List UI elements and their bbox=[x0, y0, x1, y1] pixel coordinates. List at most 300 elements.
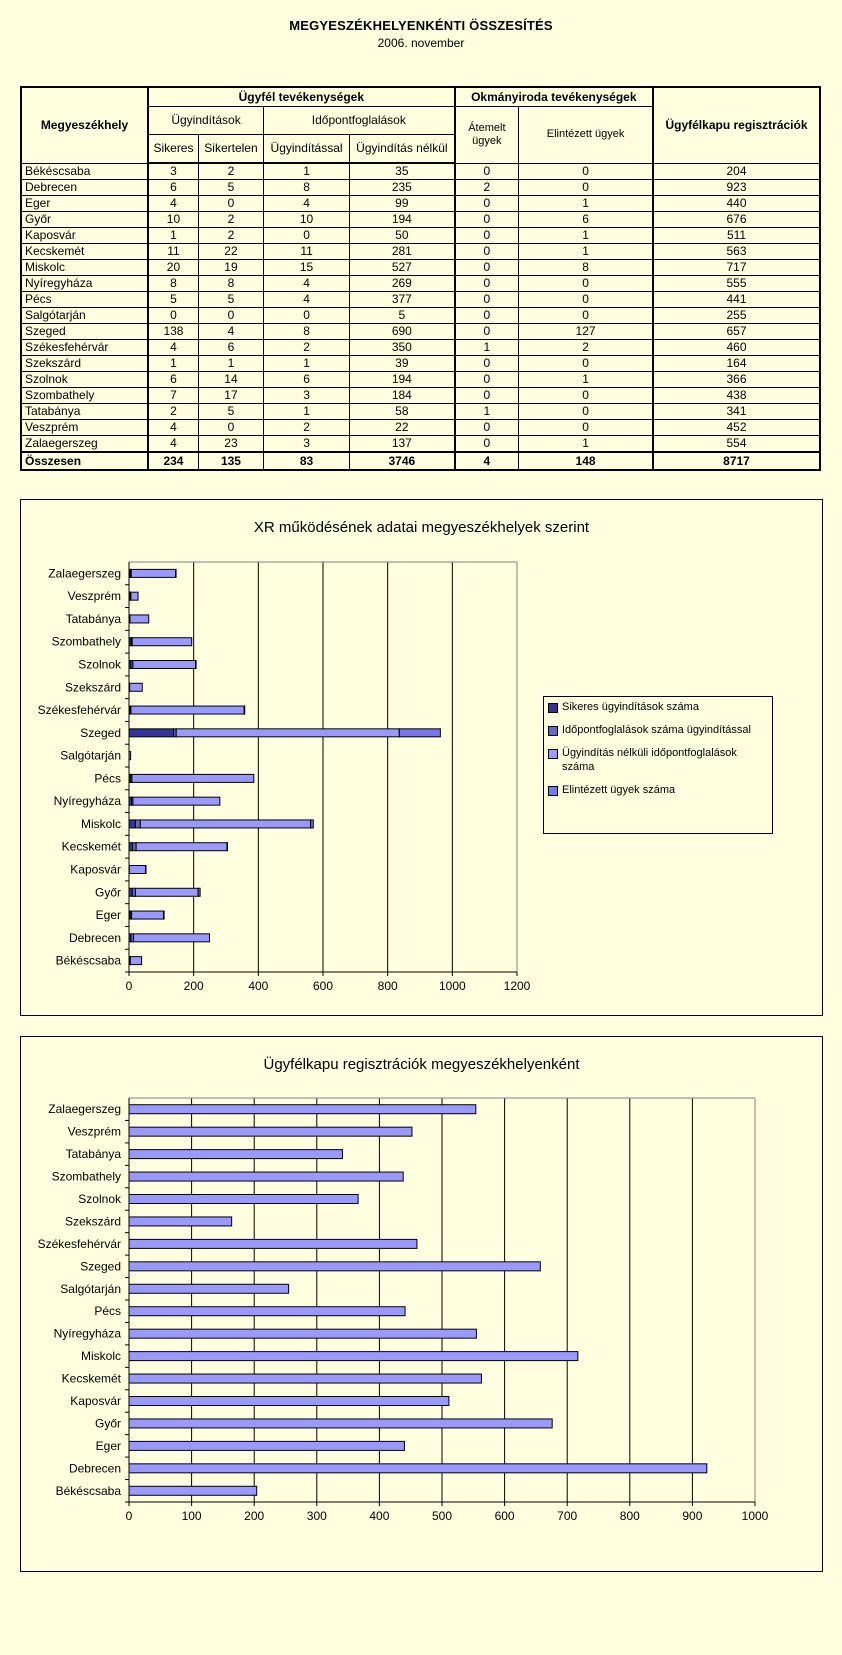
row-location: Veszprém bbox=[21, 420, 148, 436]
cell-resolved: 127 bbox=[519, 324, 653, 340]
summary-table bbox=[20, 86, 821, 471]
xr-chart-category-label: Székesfehérvár bbox=[37, 703, 121, 718]
xr-chart-category-label: Győr bbox=[94, 885, 121, 900]
cell-successful: 1 bbox=[148, 228, 198, 244]
legend-swatch bbox=[548, 749, 558, 759]
cell-successful: 4 bbox=[148, 436, 198, 453]
cell-resolved: 0 bbox=[519, 388, 653, 404]
cell-resolved: 0 bbox=[519, 292, 653, 308]
xr-chart-category-label: Eger bbox=[95, 908, 121, 923]
table-row bbox=[21, 324, 820, 340]
registration-chart-category-label: Miskolc bbox=[80, 1349, 121, 1364]
cell-with-initiation: 4 bbox=[264, 292, 350, 308]
registration-chart-category-label: Szombathely bbox=[51, 1169, 121, 1184]
legend-label: Elintézett ügyek száma bbox=[562, 784, 676, 796]
cell-unsuccessful: 17 bbox=[198, 388, 263, 404]
registration-chart-category-label: Kecskemét bbox=[61, 1371, 121, 1386]
registration-chart-category-label: Zalaegerszeg bbox=[48, 1102, 121, 1117]
table-row bbox=[21, 372, 820, 388]
header-appointments: Időpontfoglalások bbox=[264, 107, 455, 135]
registration-chart-bar bbox=[129, 1397, 449, 1406]
xr-chart-bar-segment bbox=[198, 888, 200, 896]
cell-successful: 20 bbox=[148, 260, 198, 276]
cell-with-initiation: 1 bbox=[264, 404, 350, 420]
cell-with-initiation: 83 bbox=[264, 452, 350, 470]
cell-successful: 4 bbox=[148, 420, 198, 436]
cell-transferred: 0 bbox=[455, 196, 519, 212]
header-transferred: Átemelt ügyek bbox=[455, 107, 519, 164]
table-row bbox=[21, 340, 820, 356]
cell-registrations: 717 bbox=[653, 260, 820, 276]
cell-without-initiation: 58 bbox=[350, 404, 455, 420]
cell-resolved: 8 bbox=[519, 260, 653, 276]
registration-chart-bar bbox=[129, 1486, 257, 1495]
xr-chart-category-label: Szolnok bbox=[78, 657, 121, 672]
registration-chart-category-label: Eger bbox=[95, 1438, 121, 1453]
cell-without-initiation: 235 bbox=[350, 180, 455, 196]
row-location: Debrecen bbox=[21, 180, 148, 196]
xr-chart-bar-segment bbox=[133, 843, 137, 851]
xr-chart-bar-segment bbox=[135, 888, 198, 896]
cell-unsuccessful: 4 bbox=[198, 324, 263, 340]
registration-chart-category-label: Győr bbox=[94, 1416, 121, 1431]
xr-chart-bar-segment bbox=[131, 592, 138, 600]
cell-registrations: 460 bbox=[653, 340, 820, 356]
cell-transferred: 0 bbox=[455, 436, 519, 453]
row-location: Összesen bbox=[21, 452, 148, 470]
xr-chart-x-tick-label: 600 bbox=[312, 979, 334, 993]
xr-chart-bar-segment bbox=[129, 820, 135, 828]
cell-transferred: 0 bbox=[455, 260, 519, 276]
xr-chart-bar-segment bbox=[130, 615, 149, 623]
cell-transferred: 2 bbox=[455, 180, 519, 196]
table-row bbox=[21, 276, 820, 292]
registration-chart-category-label: Szekszárd bbox=[64, 1214, 121, 1229]
registration-chart-bar bbox=[129, 1195, 358, 1204]
registration-chart-category-label: Salgótarján bbox=[60, 1281, 121, 1296]
xr-chart-x-tick-label: 800 bbox=[377, 979, 398, 993]
legend-item bbox=[548, 700, 768, 714]
xr-chart-bar-segment bbox=[131, 706, 244, 714]
registration-chart-bar bbox=[129, 1239, 417, 1248]
cell-resolved: 0 bbox=[519, 276, 653, 292]
cell-without-initiation: 377 bbox=[350, 292, 455, 308]
xr-chart-category-label: Miskolc bbox=[80, 816, 121, 831]
header-resolved: Elintézett ügyek bbox=[519, 107, 653, 164]
xr-chart-bar-segment bbox=[399, 729, 440, 737]
table-row bbox=[21, 228, 820, 244]
cell-unsuccessful: 6 bbox=[198, 340, 263, 356]
cell-successful: 10 bbox=[148, 212, 198, 228]
row-location: Szolnok bbox=[21, 372, 148, 388]
cell-resolved: 1 bbox=[519, 196, 653, 212]
xr-chart-category-label: Pécs bbox=[94, 771, 121, 786]
xr-chart-bar-segment bbox=[136, 843, 227, 851]
header-registrations: Ügyfélkapu regisztrációk bbox=[653, 87, 820, 163]
cell-unsuccessful: 19 bbox=[198, 260, 263, 276]
cell-without-initiation: 39 bbox=[350, 356, 455, 372]
xr-chart-bar-segment bbox=[133, 797, 220, 805]
cell-successful: 3 bbox=[148, 163, 198, 180]
cell-unsuccessful: 5 bbox=[198, 292, 263, 308]
cell-with-initiation: 11 bbox=[264, 244, 350, 260]
xr-chart-title: XR működésének adatai megyeszékhelyek szerint bbox=[253, 519, 590, 536]
xr-chart-bar-segment bbox=[132, 638, 191, 646]
cell-registrations: 923 bbox=[653, 180, 820, 196]
xr-chart-bar-segment bbox=[145, 866, 146, 874]
xr-chart-category-label: Zalaegerszeg bbox=[48, 566, 121, 581]
cell-registrations: 452 bbox=[653, 420, 820, 436]
cell-transferred: 0 bbox=[455, 372, 519, 388]
table-row bbox=[21, 260, 820, 276]
xr-chart-x-tick-label: 400 bbox=[248, 979, 269, 993]
cell-successful: 4 bbox=[148, 196, 198, 212]
xr-chart-category-label: Tatabánya bbox=[65, 611, 121, 626]
registration-chart-bar bbox=[129, 1262, 540, 1271]
legend-item bbox=[548, 783, 768, 797]
table-row bbox=[21, 163, 820, 180]
registration-chart-bar bbox=[129, 1419, 552, 1428]
legend-swatch bbox=[548, 726, 558, 736]
registration-chart-x-tick-label: 200 bbox=[244, 1509, 265, 1523]
registration-chart-category-label: Nyíregyháza bbox=[53, 1326, 121, 1341]
xr-chart-category-label: Salgótarján bbox=[60, 748, 121, 763]
cell-resolved: 1 bbox=[519, 228, 653, 244]
cell-registrations: 341 bbox=[653, 404, 820, 420]
cell-successful: 11 bbox=[148, 244, 198, 260]
cell-registrations: 438 bbox=[653, 388, 820, 404]
cell-registrations: 676 bbox=[653, 212, 820, 228]
legend-label: Sikeres ügyindítások száma bbox=[562, 701, 699, 713]
cell-successful: 234 bbox=[148, 452, 198, 470]
row-location: Békéscsaba bbox=[21, 163, 148, 180]
row-location: Salgótarján bbox=[21, 308, 148, 324]
cell-without-initiation: 3746 bbox=[350, 452, 455, 470]
cell-without-initiation: 184 bbox=[350, 388, 455, 404]
row-location: Győr bbox=[21, 212, 148, 228]
cell-with-initiation: 15 bbox=[264, 260, 350, 276]
cell-transferred: 1 bbox=[455, 340, 519, 356]
table-row bbox=[21, 196, 820, 212]
registration-chart-category-label: Pécs bbox=[94, 1304, 121, 1319]
cell-without-initiation: 194 bbox=[350, 372, 455, 388]
header-initiations: Ügyindítások bbox=[148, 107, 263, 135]
cell-resolved: 0 bbox=[519, 180, 653, 196]
xr-chart-bar-segment bbox=[196, 661, 197, 669]
registration-chart-bar bbox=[129, 1217, 232, 1226]
registration-chart-plot bbox=[21, 1037, 822, 1571]
cell-transferred: 0 bbox=[455, 324, 519, 340]
registration-chart-x-tick-label: 500 bbox=[431, 1509, 453, 1523]
xr-chart-bar-segment bbox=[132, 911, 164, 919]
cell-without-initiation: 350 bbox=[350, 340, 455, 356]
cell-transferred: 0 bbox=[455, 228, 519, 244]
cell-registrations: 8717 bbox=[653, 452, 820, 470]
cell-successful: 7 bbox=[148, 388, 198, 404]
cell-without-initiation: 35 bbox=[350, 163, 455, 180]
xr-chart-category-label: Szeged bbox=[80, 725, 121, 740]
cell-without-initiation: 137 bbox=[350, 436, 455, 453]
header-with-initiation: Ügyindítással bbox=[264, 135, 350, 164]
cell-transferred: 0 bbox=[455, 308, 519, 324]
cell-with-initiation: 2 bbox=[264, 340, 350, 356]
row-location: Kecskemét bbox=[21, 244, 148, 260]
cell-transferred: 0 bbox=[455, 356, 519, 372]
cell-without-initiation: 50 bbox=[350, 228, 455, 244]
cell-with-initiation: 0 bbox=[264, 308, 350, 324]
registration-chart-bar bbox=[129, 1374, 481, 1383]
cell-resolved: 0 bbox=[519, 308, 653, 324]
registration-chart-category-label: Békéscsaba bbox=[55, 1483, 121, 1498]
cell-resolved: 0 bbox=[519, 163, 653, 180]
registration-chart-category-label: Szolnok bbox=[78, 1192, 121, 1206]
cell-registrations: 555 bbox=[653, 276, 820, 292]
cell-with-initiation: 4 bbox=[264, 276, 350, 292]
cell-resolved: 2 bbox=[519, 340, 653, 356]
legend-swatch bbox=[548, 786, 558, 796]
cell-registrations: 563 bbox=[653, 244, 820, 260]
header-client-group: Ügyfél tevékenységek bbox=[148, 87, 455, 107]
cell-transferred: 0 bbox=[455, 292, 519, 308]
table-row bbox=[21, 292, 820, 308]
cell-without-initiation: 269 bbox=[350, 276, 455, 292]
xr-chart-bar-segment bbox=[129, 843, 133, 851]
xr-chart-bar-segment bbox=[176, 569, 177, 577]
row-location: Pécs bbox=[21, 292, 148, 308]
cell-successful: 6 bbox=[148, 372, 198, 388]
registration-chart-bar bbox=[129, 1105, 476, 1114]
legend-label: Ügyindítás nélküli időpontfoglalások száma bbox=[562, 747, 737, 773]
xr-chart-bar-segment bbox=[176, 729, 399, 737]
xr-chart-bar-segment bbox=[133, 661, 196, 669]
registration-chart-x-tick-label: 700 bbox=[557, 1509, 578, 1523]
row-location: Zalaegerszeg bbox=[21, 436, 148, 453]
header-successful: Sikeres bbox=[148, 135, 198, 164]
xr-chart-bar-segment bbox=[311, 820, 314, 828]
cell-without-initiation: 99 bbox=[350, 196, 455, 212]
row-location: Szombathely bbox=[21, 388, 148, 404]
xr-chart bbox=[20, 499, 823, 1016]
xr-chart-bar-segment bbox=[134, 934, 210, 942]
row-location: Nyíregyháza bbox=[21, 276, 148, 292]
xr-chart-legend bbox=[543, 696, 773, 834]
table-row bbox=[21, 420, 820, 436]
cell-with-initiation: 0 bbox=[264, 228, 350, 244]
xr-chart-category-label: Kaposvár bbox=[70, 862, 121, 877]
cell-successful: 0 bbox=[148, 308, 198, 324]
xr-chart-bar-segment bbox=[140, 820, 310, 828]
table-row bbox=[21, 244, 820, 260]
table-total-row bbox=[21, 452, 820, 470]
cell-without-initiation: 527 bbox=[350, 260, 455, 276]
row-location: Székesfehérvár bbox=[21, 340, 148, 356]
xr-chart-bar-segment bbox=[129, 866, 145, 874]
header-location: Megyeszékhely bbox=[21, 87, 148, 163]
xr-chart-category-label: Békéscsaba bbox=[55, 953, 121, 968]
registration-chart-x-tick-label: 400 bbox=[369, 1509, 390, 1523]
xr-chart-category-label: Szekszárd bbox=[64, 680, 121, 695]
row-location: Eger bbox=[21, 196, 148, 212]
cell-with-initiation: 3 bbox=[264, 436, 350, 453]
registration-chart-category-label: Debrecen bbox=[68, 1461, 121, 1476]
cell-resolved: 0 bbox=[519, 420, 653, 436]
registration-chart-bar bbox=[129, 1464, 707, 1473]
xr-chart-bar-segment bbox=[129, 752, 131, 760]
registration-chart-category-label: Szeged bbox=[80, 1259, 121, 1274]
registration-chart-bar bbox=[129, 1352, 578, 1361]
legend-item bbox=[548, 723, 768, 737]
cell-successful: 138 bbox=[148, 324, 198, 340]
cell-resolved: 0 bbox=[519, 356, 653, 372]
cell-successful: 4 bbox=[148, 340, 198, 356]
cell-without-initiation: 5 bbox=[350, 308, 455, 324]
xr-chart-bar-segment bbox=[135, 820, 140, 828]
cell-transferred: 0 bbox=[455, 276, 519, 292]
cell-transferred: 0 bbox=[455, 244, 519, 260]
cell-unsuccessful: 23 bbox=[198, 436, 263, 453]
registration-chart-bar bbox=[129, 1307, 405, 1316]
xr-chart-bar-segment bbox=[130, 957, 141, 965]
registration-chart-bar bbox=[129, 1284, 289, 1293]
registration-chart-category-label: Kaposvár bbox=[70, 1394, 121, 1408]
xr-chart-bar-segment bbox=[132, 774, 254, 782]
cell-transferred: 0 bbox=[455, 163, 519, 180]
cell-with-initiation: 6 bbox=[264, 372, 350, 388]
cell-transferred: 0 bbox=[455, 212, 519, 228]
xr-chart-bar-segment bbox=[131, 569, 175, 577]
cell-unsuccessful: 8 bbox=[198, 276, 263, 292]
xr-chart-bar-segment bbox=[227, 843, 228, 851]
xr-chart-bar-segment bbox=[129, 729, 174, 737]
header-without-initiation: Ügyindítás nélkül bbox=[350, 135, 455, 164]
cell-unsuccessful: 135 bbox=[198, 452, 263, 470]
row-location: Miskolc bbox=[21, 260, 148, 276]
cell-unsuccessful: 5 bbox=[198, 180, 263, 196]
cell-with-initiation: 8 bbox=[264, 180, 350, 196]
cell-with-initiation: 3 bbox=[264, 388, 350, 404]
cell-unsuccessful: 2 bbox=[198, 228, 263, 244]
table-row bbox=[21, 180, 820, 196]
cell-unsuccessful: 5 bbox=[198, 404, 263, 420]
cell-unsuccessful: 0 bbox=[198, 308, 263, 324]
registration-chart-x-tick-label: 800 bbox=[619, 1509, 640, 1523]
registration-chart-x-tick-label: 1000 bbox=[741, 1509, 769, 1523]
cell-with-initiation: 4 bbox=[264, 196, 350, 212]
cell-registrations: 204 bbox=[653, 163, 820, 180]
row-location: Szekszárd bbox=[21, 356, 148, 372]
cell-resolved: 1 bbox=[519, 436, 653, 453]
registration-chart-title: Ügyfélkapu regisztrációk megyeszékhelyenként bbox=[263, 1056, 580, 1073]
cell-successful: 8 bbox=[148, 276, 198, 292]
registration-chart-category-label: Székesfehérvár bbox=[37, 1236, 121, 1251]
registration-chart-bar bbox=[129, 1441, 404, 1450]
registration-chart-bar bbox=[129, 1150, 342, 1159]
cell-successful: 5 bbox=[148, 292, 198, 308]
cell-registrations: 511 bbox=[653, 228, 820, 244]
row-location: Tatabánya bbox=[21, 404, 148, 420]
cell-with-initiation: 10 bbox=[264, 212, 350, 228]
registration-chart-x-tick-label: 0 bbox=[125, 1509, 133, 1523]
registration-chart-x-tick-label: 900 bbox=[682, 1509, 703, 1523]
header-unsuccessful: Sikertelen bbox=[198, 135, 263, 164]
cell-registrations: 554 bbox=[653, 436, 820, 453]
table-row bbox=[21, 436, 820, 453]
xr-chart-x-tick-label: 0 bbox=[125, 979, 133, 993]
cell-unsuccessful: 14 bbox=[198, 372, 263, 388]
xr-chart-x-tick-label: 1200 bbox=[503, 979, 531, 993]
cell-with-initiation: 2 bbox=[264, 420, 350, 436]
cell-registrations: 441 bbox=[653, 292, 820, 308]
cell-registrations: 255 bbox=[653, 308, 820, 324]
cell-registrations: 366 bbox=[653, 372, 820, 388]
cell-transferred: 0 bbox=[455, 388, 519, 404]
cell-resolved: 1 bbox=[519, 244, 653, 260]
cell-unsuccessful: 0 bbox=[198, 196, 263, 212]
cell-resolved: 1 bbox=[519, 372, 653, 388]
xr-chart-category-label: Kecskemét bbox=[61, 839, 121, 854]
table-row bbox=[21, 356, 820, 372]
xr-chart-category-label: Nyíregyháza bbox=[53, 794, 121, 809]
cell-resolved: 0 bbox=[519, 404, 653, 420]
registration-chart-x-tick-label: 300 bbox=[306, 1509, 327, 1523]
registration-chart-bar bbox=[129, 1329, 476, 1338]
table-body bbox=[21, 163, 820, 470]
cell-registrations: 164 bbox=[653, 356, 820, 372]
cell-unsuccessful: 22 bbox=[198, 244, 263, 260]
cell-unsuccessful: 2 bbox=[198, 163, 263, 180]
cell-transferred: 1 bbox=[455, 404, 519, 420]
registration-chart-category-label: Tatabánya bbox=[65, 1147, 121, 1162]
xr-chart-bar-segment bbox=[244, 706, 245, 714]
row-location: Szeged bbox=[21, 324, 148, 340]
xr-chart-category-label: Szombathely bbox=[51, 634, 121, 649]
cell-with-initiation: 1 bbox=[264, 163, 350, 180]
cell-without-initiation: 22 bbox=[350, 420, 455, 436]
xr-chart-x-tick-label: 1000 bbox=[438, 979, 466, 993]
legend-swatch bbox=[548, 703, 558, 713]
registration-chart-category-label: Veszprém bbox=[67, 1124, 121, 1139]
cell-without-initiation: 194 bbox=[350, 212, 455, 228]
registration-chart bbox=[20, 1036, 823, 1572]
registration-chart-bar bbox=[129, 1127, 412, 1136]
table-row bbox=[21, 212, 820, 228]
cell-successful: 2 bbox=[148, 404, 198, 420]
cell-with-initiation: 8 bbox=[264, 324, 350, 340]
registration-chart-x-tick-label: 100 bbox=[181, 1509, 202, 1523]
cell-successful: 1 bbox=[148, 356, 198, 372]
cell-with-initiation: 1 bbox=[264, 356, 350, 372]
cell-unsuccessful: 0 bbox=[198, 420, 263, 436]
cell-resolved: 148 bbox=[519, 452, 653, 470]
registration-chart-bar bbox=[129, 1172, 403, 1181]
cell-without-initiation: 690 bbox=[350, 324, 455, 340]
row-location: Kaposvár bbox=[21, 228, 148, 244]
header-office-group: Okmányiroda tevékenységek bbox=[455, 87, 653, 107]
cell-resolved: 6 bbox=[519, 212, 653, 228]
cell-unsuccessful: 1 bbox=[198, 356, 263, 372]
xr-chart-category-label: Debrecen bbox=[68, 930, 121, 945]
table-row bbox=[21, 404, 820, 420]
table-row bbox=[21, 308, 820, 324]
legend-item bbox=[548, 746, 768, 774]
cell-successful: 6 bbox=[148, 180, 198, 196]
xr-chart-bar-segment bbox=[130, 683, 143, 691]
table-row bbox=[21, 388, 820, 404]
cell-registrations: 657 bbox=[653, 324, 820, 340]
registration-chart-x-tick-label: 600 bbox=[494, 1509, 515, 1523]
cell-without-initiation: 281 bbox=[350, 244, 455, 260]
xr-chart-x-tick-label: 200 bbox=[183, 979, 204, 993]
